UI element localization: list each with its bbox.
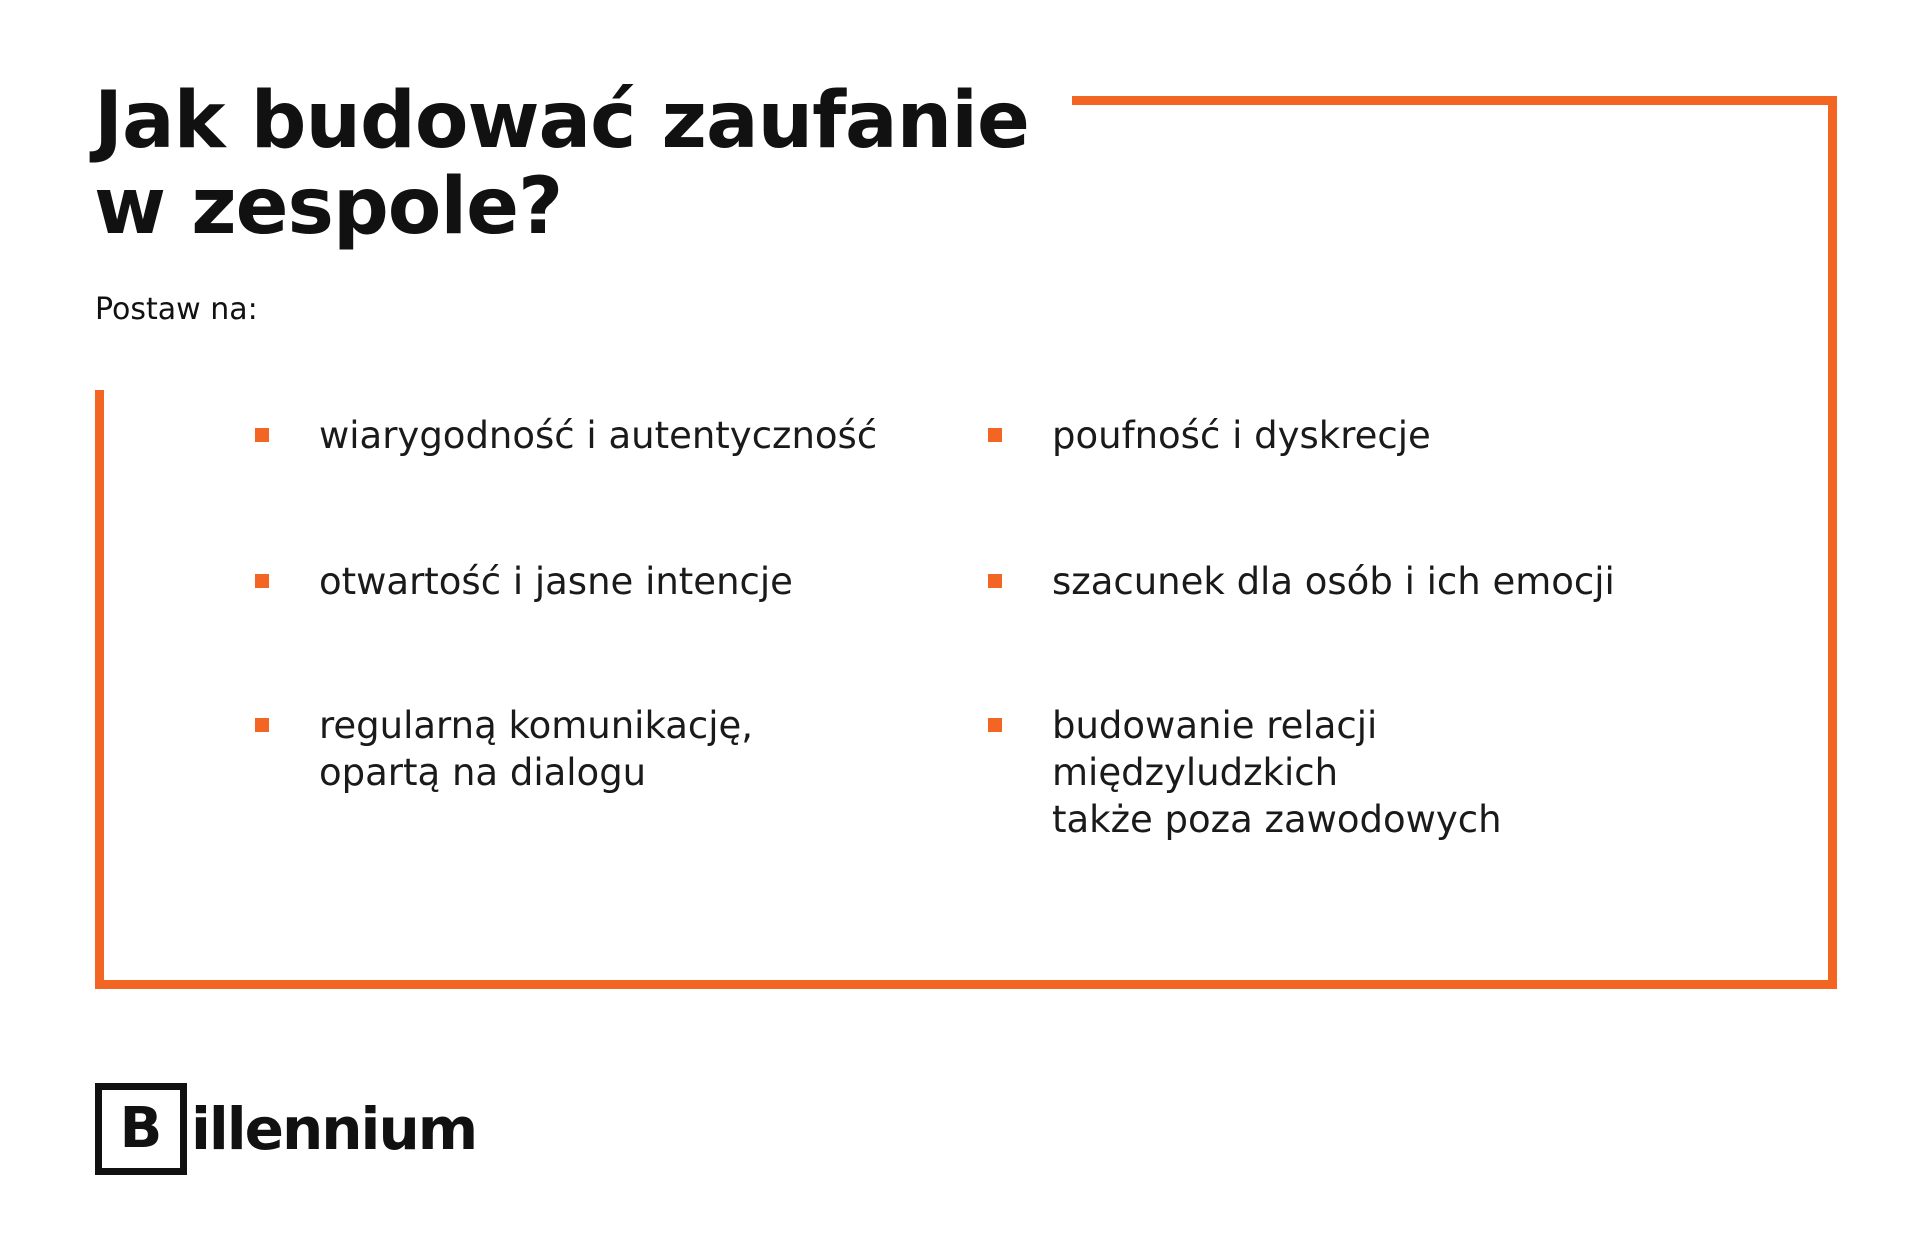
list-item — [988, 558, 1672, 605]
bullet-square-icon — [988, 428, 1002, 442]
bullet-square-icon — [988, 718, 1002, 732]
list-item — [255, 702, 939, 796]
bullet-list — [255, 412, 1755, 841]
billennium-logo — [95, 1083, 476, 1175]
list-item-text: budowanie relacji międzyludzkich także poza zawodowych — [1052, 704, 1502, 841]
logo-wordmark: illennium — [191, 1095, 477, 1163]
list-item-text: wiarygodność i autentyczność — [319, 414, 878, 457]
frame-top-border — [1072, 96, 1836, 105]
bullet-square-icon — [255, 428, 269, 442]
frame-left-border — [95, 390, 104, 989]
frame-right-border — [1828, 96, 1837, 989]
subtitle: Postaw na: — [95, 292, 258, 327]
list-item — [255, 558, 939, 605]
bullet-square-icon — [988, 574, 1002, 588]
list-item-text: otwartość i jasne intencje — [319, 560, 793, 603]
bullet-square-icon — [255, 574, 269, 588]
list-item-text: regularną komunikację, opartą na dialogu — [319, 704, 754, 794]
bullet-square-icon — [255, 718, 269, 732]
title-line-2: w zespole? — [94, 162, 563, 252]
frame-bottom-border — [95, 980, 1837, 989]
list-item-text: szacunek dla osób i ich emocji — [1052, 560, 1615, 603]
list-item-text: poufność i dyskrecje — [1052, 414, 1431, 457]
logo-letter: B — [119, 1096, 163, 1161]
title-line-1: Jak budować zaufanie — [94, 76, 1029, 166]
list-item — [988, 702, 1672, 843]
logo-box-icon — [95, 1083, 187, 1175]
page-title — [94, 78, 1029, 250]
list-item — [255, 412, 939, 459]
list-item — [988, 412, 1672, 459]
